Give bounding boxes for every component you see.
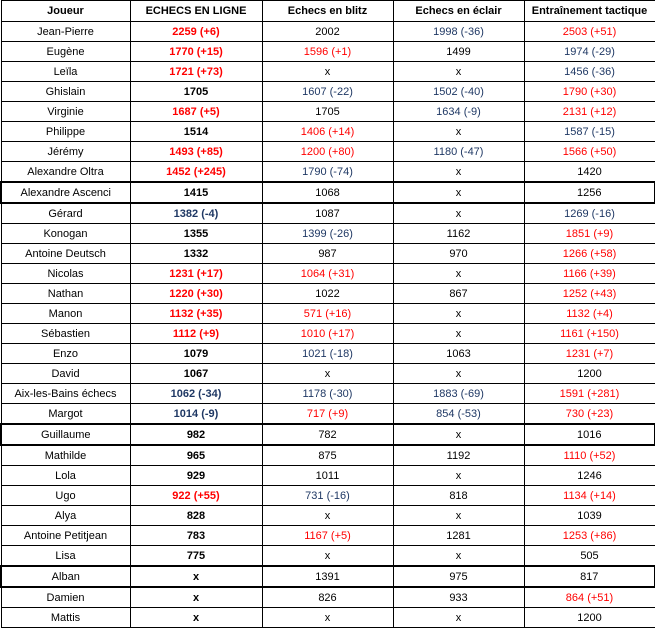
echecs-en-eclair-cell: x (393, 324, 524, 344)
table-row (1, 284, 655, 304)
echecs-en-eclair-cell: 1998 (-36) (393, 22, 524, 42)
entrainement-tactique-cell: 730 (+23) (524, 404, 655, 425)
echecs-en-blitz-cell: x (262, 546, 393, 567)
table-row (1, 384, 655, 404)
entrainement-tactique-cell: 2131 (+12) (524, 102, 655, 122)
echecs-en-blitz-cell: x (262, 62, 393, 82)
header-echecs-en-eclair: Echecs en éclair (393, 1, 524, 22)
player-name-cell: Alban (1, 566, 130, 587)
echecs-en-ligne-cell: 1067 (130, 364, 262, 384)
echecs-en-blitz-cell: 782 (262, 424, 393, 445)
entrainement-tactique-cell: 1231 (+7) (524, 344, 655, 364)
entrainement-tactique-cell: 1039 (524, 506, 655, 526)
echecs-en-ligne-cell: 1514 (130, 122, 262, 142)
echecs-en-blitz-cell: 875 (262, 445, 393, 466)
echecs-en-eclair-cell: x (393, 62, 524, 82)
echecs-en-ligne-cell: 1721 (+73) (130, 62, 262, 82)
table-row (1, 466, 655, 486)
table-row (1, 162, 655, 183)
header-joueur: Joueur (1, 1, 130, 22)
player-name-cell: Mattis (1, 608, 130, 628)
echecs-en-blitz-cell: 717 (+9) (262, 404, 393, 425)
echecs-en-eclair-cell: 1180 (-47) (393, 142, 524, 162)
entrainement-tactique-cell: 1566 (+50) (524, 142, 655, 162)
echecs-en-eclair-cell: 1162 (393, 224, 524, 244)
player-name-cell: Jean-Pierre (1, 22, 130, 42)
echecs-en-eclair-cell: x (393, 608, 524, 628)
player-name-cell: Ugo (1, 486, 130, 506)
echecs-en-ligne-cell: 1062 (-34) (130, 384, 262, 404)
echecs-en-eclair-cell: 1192 (393, 445, 524, 466)
player-name-cell: Nathan (1, 284, 130, 304)
player-name-cell: Nicolas (1, 264, 130, 284)
entrainement-tactique-cell: 1790 (+30) (524, 82, 655, 102)
echecs-en-ligne-cell: 775 (130, 546, 262, 567)
entrainement-tactique-cell: 1246 (524, 466, 655, 486)
table-row (1, 102, 655, 122)
table-row (1, 142, 655, 162)
echecs-en-blitz-cell: 1178 (-30) (262, 384, 393, 404)
echecs-en-blitz-cell: 1021 (-18) (262, 344, 393, 364)
echecs-en-eclair-cell: x (393, 203, 524, 224)
echecs-en-ligne-cell: 1705 (130, 82, 262, 102)
player-name-cell: Lola (1, 466, 130, 486)
player-name-cell: Ghislain (1, 82, 130, 102)
player-name-cell: Gérard (1, 203, 130, 224)
echecs-en-eclair-cell: 975 (393, 566, 524, 587)
header-echecs-en-blitz: Echecs en blitz (262, 1, 393, 22)
table-row (1, 62, 655, 82)
echecs-en-eclair-cell: 933 (393, 587, 524, 608)
entrainement-tactique-cell: 1266 (+58) (524, 244, 655, 264)
echecs-en-blitz-cell: 1607 (-22) (262, 82, 393, 102)
table-row (1, 244, 655, 264)
entrainement-tactique-cell: 1253 (+86) (524, 526, 655, 546)
header-row (1, 1, 655, 22)
table-row (1, 486, 655, 506)
echecs-en-blitz-cell: 1406 (+14) (262, 122, 393, 142)
entrainement-tactique-cell: 1851 (+9) (524, 224, 655, 244)
player-name-cell: Antoine Deutsch (1, 244, 130, 264)
entrainement-tactique-cell: 1134 (+14) (524, 486, 655, 506)
echecs-en-blitz-cell: 826 (262, 587, 393, 608)
player-name-cell: Sébastien (1, 324, 130, 344)
entrainement-tactique-cell: 1420 (524, 162, 655, 183)
echecs-en-blitz-cell: 1022 (262, 284, 393, 304)
echecs-en-blitz-cell: 1200 (+80) (262, 142, 393, 162)
echecs-en-ligne-cell: 1332 (130, 244, 262, 264)
entrainement-tactique-cell: 1110 (+52) (524, 445, 655, 466)
echecs-en-ligne-cell: 1452 (+245) (130, 162, 262, 183)
echecs-en-ligne-cell: 1112 (+9) (130, 324, 262, 344)
player-name-cell: Konogan (1, 224, 130, 244)
player-name-cell: Lisa (1, 546, 130, 567)
entrainement-tactique-cell: 817 (524, 566, 655, 587)
entrainement-tactique-cell: 1256 (524, 182, 655, 203)
echecs-en-blitz-cell: 1391 (262, 566, 393, 587)
echecs-en-ligne-cell: 1415 (130, 182, 262, 203)
player-name-cell: Alya (1, 506, 130, 526)
entrainement-tactique-cell: 1161 (+150) (524, 324, 655, 344)
echecs-en-ligne-cell: x (130, 566, 262, 587)
entrainement-tactique-cell: 864 (+51) (524, 587, 655, 608)
echecs-en-eclair-cell: x (393, 466, 524, 486)
table-row (1, 182, 655, 203)
echecs-en-ligne-cell: 1220 (+30) (130, 284, 262, 304)
entrainement-tactique-cell: 1200 (524, 364, 655, 384)
entrainement-tactique-cell: 1166 (+39) (524, 264, 655, 284)
table-row (1, 264, 655, 284)
echecs-en-ligne-cell: 1687 (+5) (130, 102, 262, 122)
entrainement-tactique-cell: 1252 (+43) (524, 284, 655, 304)
entrainement-tactique-cell: 1591 (+281) (524, 384, 655, 404)
table-row (1, 304, 655, 324)
echecs-en-eclair-cell: x (393, 182, 524, 203)
player-name-cell: Alexandre Ascenci (1, 182, 130, 203)
entrainement-tactique-cell: 1269 (-16) (524, 203, 655, 224)
echecs-en-blitz-cell: 571 (+16) (262, 304, 393, 324)
echecs-en-eclair-cell: 1502 (-40) (393, 82, 524, 102)
entrainement-tactique-cell: 1200 (524, 608, 655, 628)
echecs-en-ligne-cell: 1770 (+15) (130, 42, 262, 62)
table-row (1, 506, 655, 526)
table-row (1, 608, 655, 628)
echecs-en-blitz-cell: x (262, 506, 393, 526)
echecs-en-eclair-cell: 1281 (393, 526, 524, 546)
echecs-en-blitz-cell: 1167 (+5) (262, 526, 393, 546)
echecs-en-blitz-cell: 1399 (-26) (262, 224, 393, 244)
echecs-en-ligne-cell: 929 (130, 466, 262, 486)
echecs-en-blitz-cell: 731 (-16) (262, 486, 393, 506)
echecs-en-ligne-cell: 783 (130, 526, 262, 546)
table-row (1, 324, 655, 344)
entrainement-tactique-cell: 1456 (-36) (524, 62, 655, 82)
echecs-en-blitz-cell: x (262, 608, 393, 628)
player-name-cell: Aix-les-Bains échecs (1, 384, 130, 404)
table-row (1, 203, 655, 224)
echecs-en-ligne-cell: 1231 (+17) (130, 264, 262, 284)
player-name-cell: Manon (1, 304, 130, 324)
echecs-en-eclair-cell: x (393, 424, 524, 445)
player-name-cell: David (1, 364, 130, 384)
echecs-en-eclair-cell: x (393, 122, 524, 142)
table-row (1, 82, 655, 102)
echecs-en-eclair-cell: x (393, 546, 524, 567)
entrainement-tactique-cell: 505 (524, 546, 655, 567)
table-row (1, 566, 655, 587)
echecs-en-eclair-cell: 1634 (-9) (393, 102, 524, 122)
table-row (1, 587, 655, 608)
echecs-en-eclair-cell: x (393, 162, 524, 183)
entrainement-tactique-cell: 1974 (-29) (524, 42, 655, 62)
echecs-en-eclair-cell: x (393, 364, 524, 384)
echecs-en-ligne-cell: 1493 (+85) (130, 142, 262, 162)
echecs-en-ligne-cell: 982 (130, 424, 262, 445)
player-name-cell: Guillaume (1, 424, 130, 445)
echecs-en-ligne-cell: 2259 (+6) (130, 22, 262, 42)
entrainement-tactique-cell: 1587 (-15) (524, 122, 655, 142)
echecs-en-blitz-cell: 987 (262, 244, 393, 264)
table-body (1, 22, 655, 628)
echecs-en-ligne-cell: x (130, 587, 262, 608)
echecs-en-eclair-cell: 1883 (-69) (393, 384, 524, 404)
echecs-en-blitz-cell: 2002 (262, 22, 393, 42)
echecs-en-blitz-cell: 1087 (262, 203, 393, 224)
entrainement-tactique-cell: 2503 (+51) (524, 22, 655, 42)
player-name-cell: Leïla (1, 62, 130, 82)
player-name-cell: Alexandre Oltra (1, 162, 130, 183)
echecs-en-ligne-cell: 922 (+55) (130, 486, 262, 506)
player-name-cell: Eugène (1, 42, 130, 62)
echecs-en-eclair-cell: x (393, 506, 524, 526)
player-name-cell: Antoine Petitjean (1, 526, 130, 546)
echecs-en-ligne-cell: 965 (130, 445, 262, 466)
player-name-cell: Virginie (1, 102, 130, 122)
echecs-en-eclair-cell: 970 (393, 244, 524, 264)
echecs-en-blitz-cell: x (262, 364, 393, 384)
echecs-en-ligne-cell: 1079 (130, 344, 262, 364)
echecs-en-eclair-cell: 818 (393, 486, 524, 506)
entrainement-tactique-cell: 1016 (524, 424, 655, 445)
table-row (1, 445, 655, 466)
table-row (1, 122, 655, 142)
table-row (1, 364, 655, 384)
echecs-en-eclair-cell: x (393, 264, 524, 284)
echecs-en-ligne-cell: 1132 (+35) (130, 304, 262, 324)
echecs-en-blitz-cell: 1596 (+1) (262, 42, 393, 62)
echecs-en-eclair-cell: 854 (-53) (393, 404, 524, 425)
echecs-en-blitz-cell: 1064 (+31) (262, 264, 393, 284)
echecs-en-ligne-cell: x (130, 608, 262, 628)
echecs-en-eclair-cell: 1499 (393, 42, 524, 62)
header-echecs-en-ligne: ECHECS EN LIGNE (130, 1, 262, 22)
echecs-en-ligne-cell: 828 (130, 506, 262, 526)
table-row (1, 22, 655, 42)
table-row (1, 546, 655, 567)
echecs-en-blitz-cell: 1010 (+17) (262, 324, 393, 344)
echecs-en-blitz-cell: 1790 (-74) (262, 162, 393, 183)
player-name-cell: Jérémy (1, 142, 130, 162)
player-name-cell: Enzo (1, 344, 130, 364)
echecs-en-ligne-cell: 1355 (130, 224, 262, 244)
table-row (1, 224, 655, 244)
table-row (1, 424, 655, 445)
header-entrainement-tactique: Entraînement tactique (524, 1, 655, 22)
echecs-en-blitz-cell: 1705 (262, 102, 393, 122)
echecs-en-blitz-cell: 1068 (262, 182, 393, 203)
table-row (1, 526, 655, 546)
echecs-en-eclair-cell: 867 (393, 284, 524, 304)
table-row (1, 404, 655, 425)
table-row (1, 42, 655, 62)
echecs-en-eclair-cell: x (393, 304, 524, 324)
echecs-en-eclair-cell: 1063 (393, 344, 524, 364)
player-name-cell: Philippe (1, 122, 130, 142)
entrainement-tactique-cell: 1132 (+4) (524, 304, 655, 324)
echecs-en-ligne-cell: 1014 (-9) (130, 404, 262, 425)
echecs-en-ligne-cell: 1382 (-4) (130, 203, 262, 224)
table-row (1, 344, 655, 364)
player-name-cell: Mathilde (1, 445, 130, 466)
player-name-cell: Damien (1, 587, 130, 608)
player-name-cell: Margot (1, 404, 130, 425)
echecs-en-blitz-cell: 1011 (262, 466, 393, 486)
